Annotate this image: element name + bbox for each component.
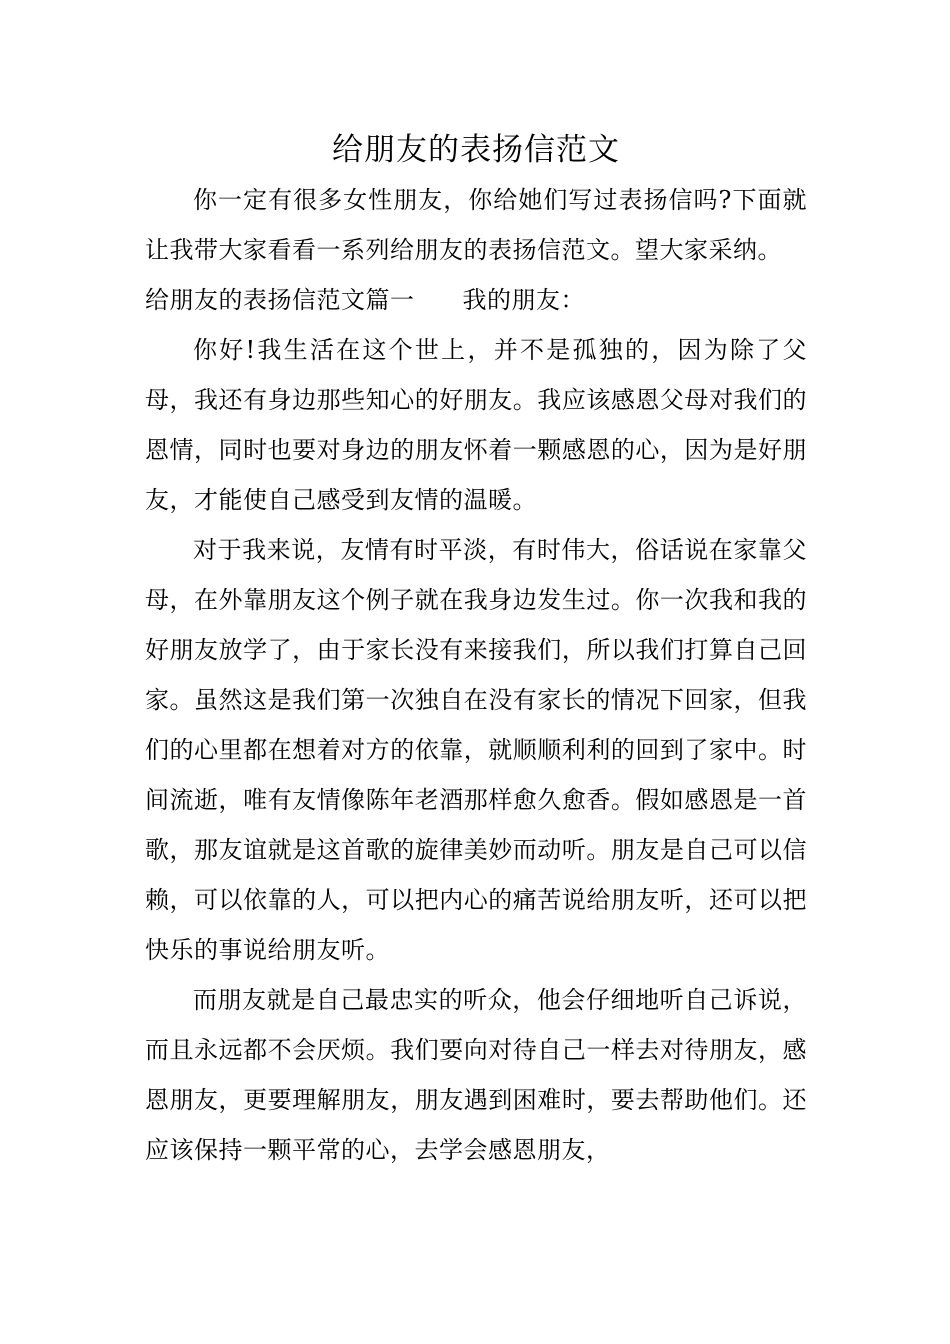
section-heading: 给朋友的表扬信范文篇一 xyxy=(145,286,415,314)
document-page xyxy=(145,125,807,1175)
body-paragraph-1: 你好!我生活在这个世上，并不是孤独的，因为除了父母，我还有身边那些知心的好朋友。我应该感恩父母对我们的恩情，同时也要对身边的朋友怀着一颗感恩的心，因为是好朋友，才能使自己感受到友情的温暖。 xyxy=(145,336,807,514)
salutation: 我的朋友： xyxy=(462,286,585,314)
document-title: 给朋友的表扬信范文 xyxy=(332,132,620,168)
section-heading-line xyxy=(145,275,807,325)
body-paragraph-2: 对于我来说，友情有时平淡，有时伟大，俗话说在家靠父母，在外靠朋友这个例子就在我身边发生过。你一次我和我的好朋友放学了，由于家长没有来接我们，所以我们打算自己回家。虽然这是我们第一次独自在没有家长的情况下回家，但我们的心里都在想着对方的依靠，就顺顺利利的回到了家中。时间流逝，唯有友情像陈年老酒那样愈久愈香。假如感恩是一首歌，那友谊就是这首歌的旋律美妙而动听。朋友是自己可以信赖，可以依靠的人，可以把内心的痛苦说给朋友听，还可以把快乐的事说给朋友听。 xyxy=(145,536,807,964)
body-paragraph-3: 而朋友就是自己最忠实的听众，他会仔细地听自己诉说，而且永远都不会厌烦。我们要向对待自己一样去对待朋友，感恩朋友，更要理解朋友，朋友遇到困难时，要去帮助他们。还应该保持一颗平常的心，去学会感恩朋友， xyxy=(145,986,807,1164)
intro-paragraph: 你一定有很多女性朋友，你给她们写过表扬信吗?下面就让我带大家看看一系列给朋友的表扬信范文。望大家采纳。 xyxy=(145,186,807,264)
